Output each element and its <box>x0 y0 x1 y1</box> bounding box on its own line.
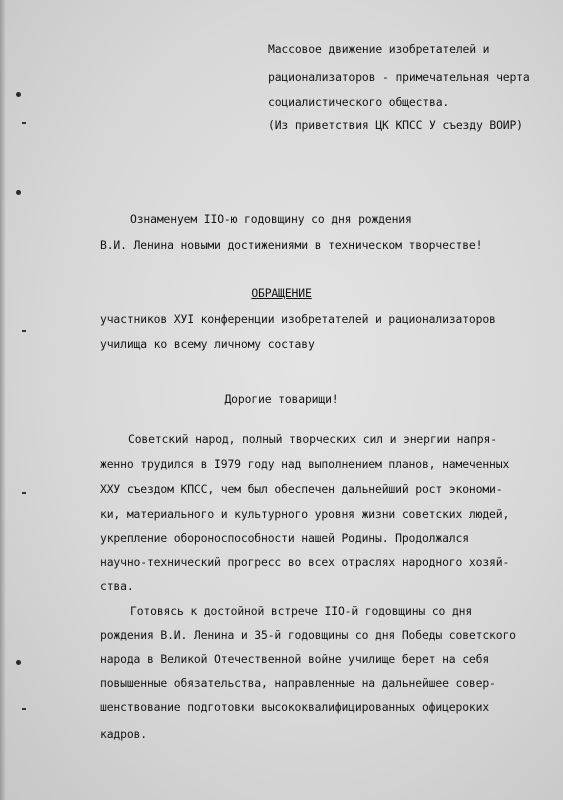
punch-hole-mark <box>16 92 21 97</box>
paragraph-line: рождения В.И. Ленина и 35-й годовщины со дня Победы советского <box>100 628 516 642</box>
paragraph-line: народа в Великой Отечественной войне училище берет на себя <box>100 652 490 666</box>
appeal-subtitle-line: училища ко всему личному составу <box>100 337 315 351</box>
epigraph-line: Массовое движение изобретателей и <box>268 42 490 56</box>
salutation: Дорогие товарищи! <box>224 392 339 406</box>
paragraph-line: ХХУ съездом КПСС, чем был обеспечен дальнейший рост экономи- <box>100 482 503 496</box>
paragraph-line: укрепление обороноспособности нашей Родины. Продолжался <box>100 531 469 545</box>
paragraph-line: научно-технический прогресс во всех отраслях народного хозяй- <box>100 555 510 569</box>
margin-mark <box>22 122 26 124</box>
paragraph-line: Советский народ, полный творческих сил и энергии напря- <box>128 432 497 446</box>
paragraph-line: Готовясь к достойной встрече IIO-й годовщины со дня <box>130 604 473 618</box>
punch-hole-mark <box>16 660 21 665</box>
appeal-title: ОБРАЩЕНИЕ <box>251 286 312 300</box>
appeal-subtitle-line: участников ХУI конференции изобретателей и рационализаторов <box>100 312 496 326</box>
margin-mark <box>22 330 26 332</box>
slogan-line: В.И. Ленина новыми достижениями в техническом творчестве! <box>100 238 483 252</box>
paragraph-line: шенствование подготовки высококвалифицированных офицероких <box>100 700 490 714</box>
paragraph-line: ки, материального и культурного уровня жизни советских людей, <box>100 507 510 521</box>
epigraph-line: рационализаторов - примечательная черта <box>268 70 530 84</box>
slogan-line: Ознаменуем IIO-ю годовщину со дня рождения <box>130 212 412 226</box>
epigraph-source: (Из приветствия ЦК КПСС У съезду ВОИР) <box>268 118 523 132</box>
paragraph-line: женно трудился в I979 году над выполнением планов, намеченных <box>100 457 510 471</box>
paragraph-line: ства. <box>100 579 134 593</box>
paragraph-line: повышенные обязательства, направленные на дальнейшее совер- <box>100 676 496 690</box>
margin-mark <box>22 708 26 710</box>
paragraph-line: кадров. <box>100 727 147 741</box>
epigraph-line: социалистического общества. <box>268 95 450 109</box>
margin-mark <box>22 492 26 494</box>
punch-hole-mark <box>16 190 21 195</box>
